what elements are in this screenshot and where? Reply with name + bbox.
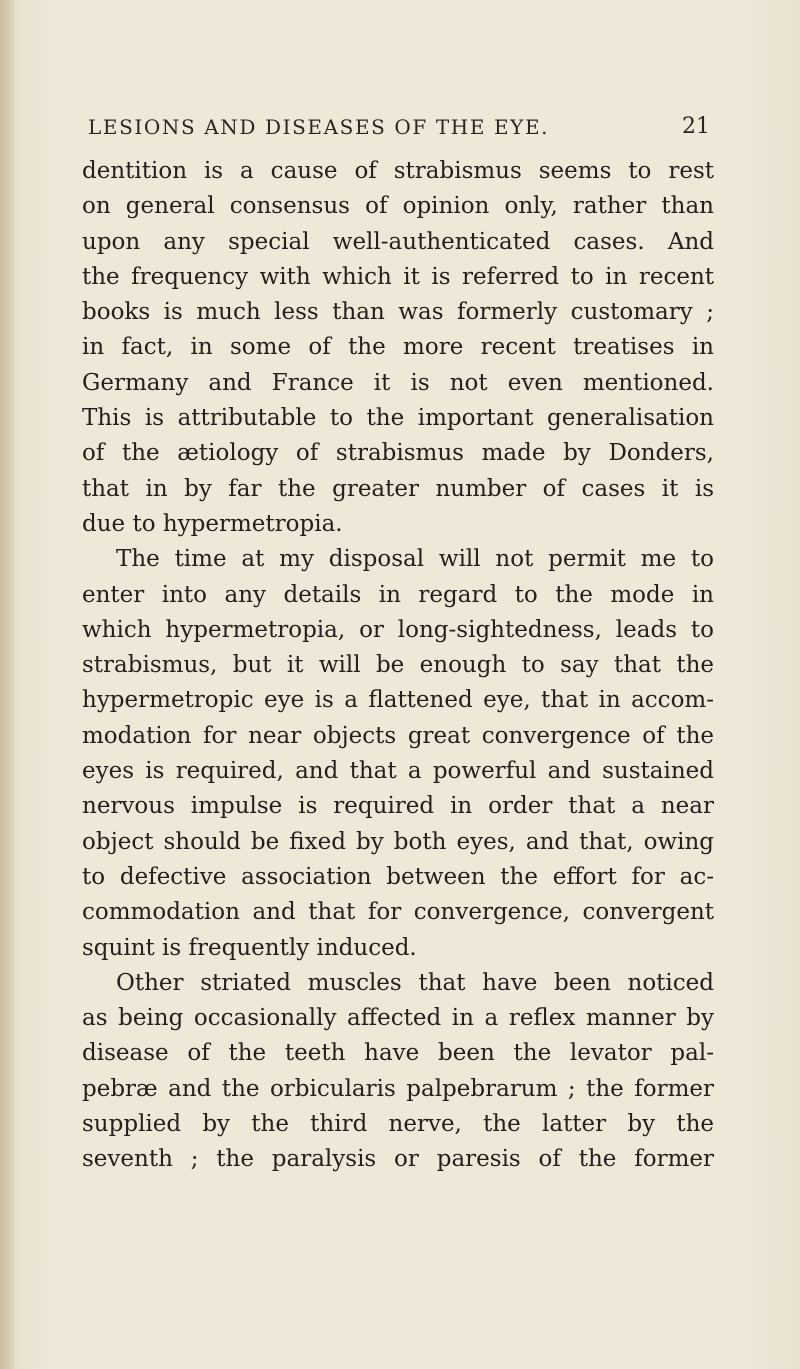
text-line: commodation and that for convergence, convergent [82, 899, 714, 926]
text-line: eyes is required, and that a powerful and sustained [82, 758, 714, 785]
running-head-title: LESIONS AND DISEASES OF THE EYE. [88, 115, 550, 139]
text-line: hypermetropic eye is a flattened eye, that in accom- [82, 687, 714, 714]
text-line: the frequency with which it is referred to in recent [82, 263, 714, 290]
text-line: books is much less than was formerly customary ; [82, 299, 714, 326]
text-line: seventh ; the paralysis or paresis of the former [82, 1146, 714, 1173]
text-line: disease of the teeth have been the levator pal- [82, 1040, 714, 1067]
body-text [82, 154, 714, 1178]
text-line: which hypermetropia, or long-sightedness, leads to [82, 616, 714, 643]
text-line: pebræ and the orbicularis palpebrarum ; the former [82, 1075, 714, 1102]
text-line: that in by far the greater number of cases it is [82, 475, 714, 502]
text-line: Other striated muscles that have been noticed [116, 969, 714, 996]
text-line: This is attributable to the important generalisation [82, 405, 714, 432]
text-line: enter into any details in regard to the mode in [82, 581, 714, 608]
text-line: as being occasionally affected in a reflex manner by [82, 1005, 714, 1032]
text-line: supplied by the third nerve, the latter by the [82, 1111, 714, 1138]
text-line: on general consensus of opinion only, rather than [82, 193, 714, 220]
text-line: dentition is a cause of strabismus seems to rest [82, 158, 714, 184]
text-line: squint is frequently induced. [82, 934, 417, 961]
text-line: nervous impulse is required in order that a near [82, 793, 714, 820]
text-line: of the ætiology of strabismus made by Donders, [82, 440, 714, 467]
page-number: 21 [682, 114, 710, 139]
page-gutter-shadow [0, 0, 14, 1369]
running-head [88, 112, 710, 148]
text-line: modation for near objects great convergence of the [82, 722, 714, 749]
text-line: to defective association between the effort for ac- [82, 863, 714, 890]
text-line: The time at my disposal will not permit me to [116, 546, 714, 573]
text-line: in fact, in some of the more recent treatises in [82, 334, 714, 361]
text-line: due to hypermetropia. [82, 510, 343, 537]
text-line: object should be fixed by both eyes, and that, owing [82, 828, 714, 855]
text-line: upon any special well-authenticated cases. And [82, 228, 714, 255]
text-line: Germany and France it is not even mentioned. [82, 369, 714, 396]
text-line: strabismus, but it will be enough to say that the [82, 652, 714, 679]
